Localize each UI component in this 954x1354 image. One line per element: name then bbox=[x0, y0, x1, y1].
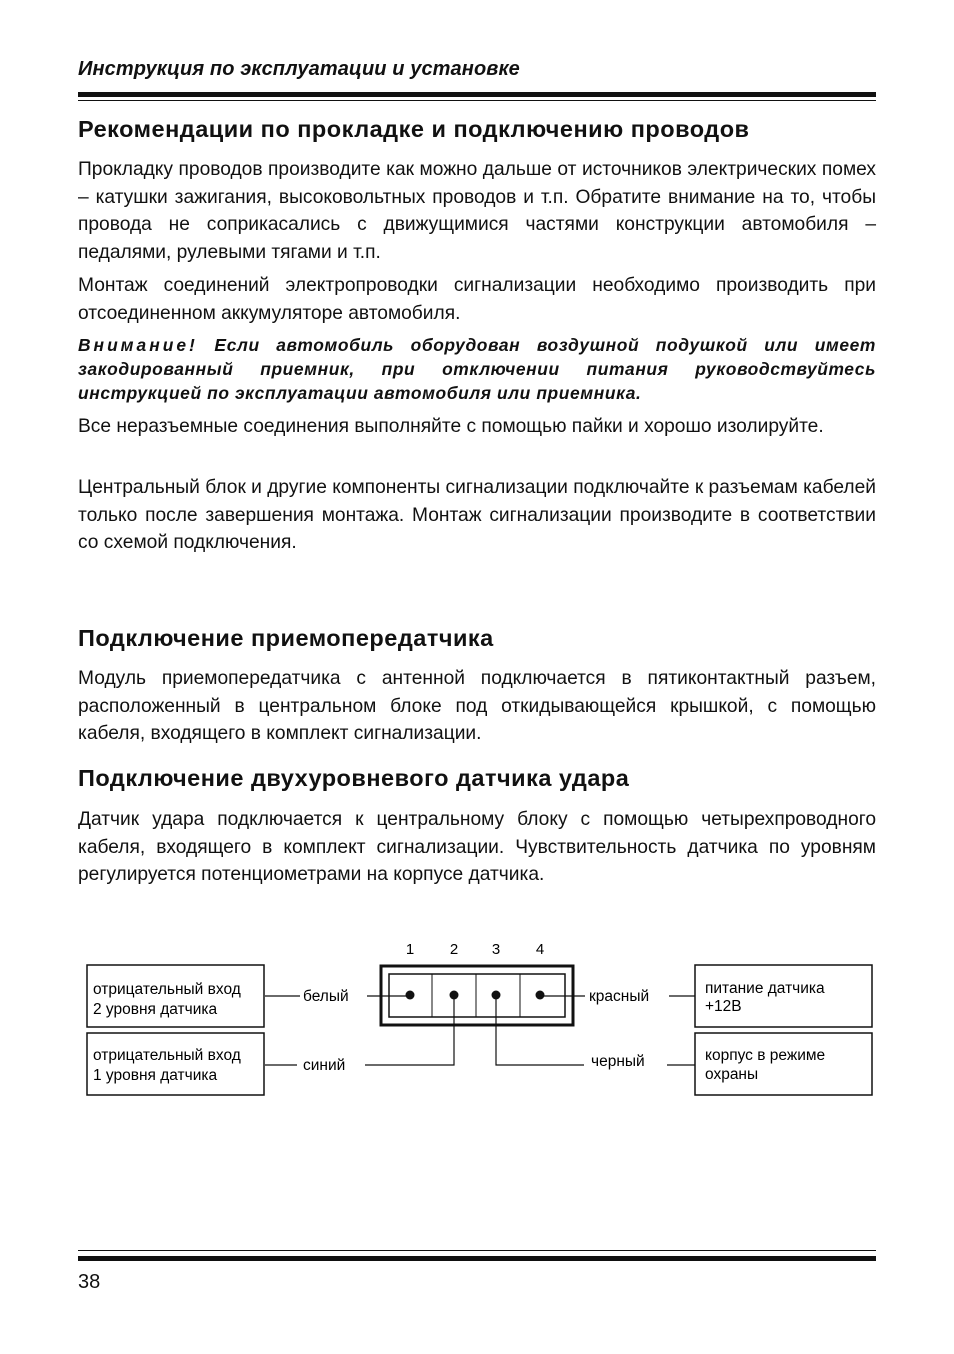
pin-number-1: 1 bbox=[405, 941, 415, 958]
box-ground-line2: охраны bbox=[705, 1066, 759, 1083]
box-level2-line1: отрицательный вход bbox=[93, 981, 241, 998]
wire-label-black: черный bbox=[591, 1053, 645, 1070]
box-ground-line1: корпус в режиме bbox=[705, 1047, 826, 1064]
wire-blue-line-right bbox=[365, 995, 454, 1065]
box-power-line1: питание датчика bbox=[705, 980, 825, 997]
section-title-transceiver: Подключение приемопередатчика bbox=[78, 625, 494, 651]
pin-number-2: 2 bbox=[449, 941, 459, 958]
page-number: 38 bbox=[78, 1271, 101, 1293]
warning-label: Внимание! bbox=[78, 335, 198, 355]
paragraph-wiring-routing: Прокладку проводов производите как можно дальше от источников электрических помех – катушки зажигания, высоковольтных проводов и т.п. Обратите внимание на то, чтобы провода не соприкасались с движущимися частями конструкции автомобиля – педалями, рулевыми тягами и т.п. bbox=[78, 159, 876, 263]
box-ground-armed bbox=[695, 1033, 872, 1095]
box-level1-line2: 1 уровня датчика bbox=[93, 1067, 218, 1084]
pin-number-4: 4 bbox=[535, 941, 545, 958]
box-level1-line1: отрицательный вход bbox=[93, 1047, 241, 1064]
section-title-wiring: Рекомендации по прокладке и подключению проводов bbox=[78, 116, 750, 142]
box-power-line2: +12В bbox=[705, 998, 742, 1015]
wire-label-blue: синий bbox=[303, 1057, 346, 1074]
wire-black-line-left bbox=[496, 995, 584, 1065]
paragraph-transceiver: Модуль приемопередатчика с антенной подключается в пятиконтактный разъем, расположенный в центральном блоке под откидывающейся крышкой, с помощью кабеля, входящего в комплект сигнализации. bbox=[78, 668, 876, 744]
pin-4-contact bbox=[536, 991, 545, 1000]
warning-text: Если автомобиль оборудован воздушной подушкой или имеет закодированный приемник, при отключении питания руководствуйтесь инструкцией по эксплуатации автомобиля или приемника. bbox=[78, 335, 876, 403]
paragraph-shock-sensor: Датчик удара подключается к центральному блоку с помощью четырехпроводного кабеля, входящего в комплект сигнализации. Чувствительность датчика по уровням регулируется потенциометрами на корпусе датчика. bbox=[78, 809, 876, 885]
pin-1-contact bbox=[406, 991, 415, 1000]
pin-number-3: 3 bbox=[491, 941, 501, 958]
paragraph-battery: Монтаж соединений электропроводки сигнализации необходимо производить при отсоединенном аккумуляторе автомобиля. bbox=[78, 275, 876, 324]
wire-label-white: белый bbox=[303, 988, 349, 1005]
box-level2-line2: 2 уровня датчика bbox=[93, 1001, 218, 1018]
paragraph-connectors: Центральный блок и другие компоненты сигнализации подключайте к разъемам кабелей только после завершения монтажа. Монтаж сигнализации производите в соответствии со схемой подключения. bbox=[78, 477, 876, 553]
box-level2-input bbox=[87, 965, 264, 1027]
box-sensor-power bbox=[695, 965, 872, 1027]
paragraph-soldering: Все неразъемные соединения выполняйте с помощью пайки и хорошо изолируйте. bbox=[78, 416, 824, 437]
running-header: Инструкция по эксплуатации и установке bbox=[78, 58, 520, 80]
wire-label-red: красный bbox=[589, 988, 650, 1005]
section-title-shock-sensor: Подключение двухуровневого датчика удара bbox=[78, 765, 630, 791]
box-level1-input bbox=[87, 1033, 264, 1095]
